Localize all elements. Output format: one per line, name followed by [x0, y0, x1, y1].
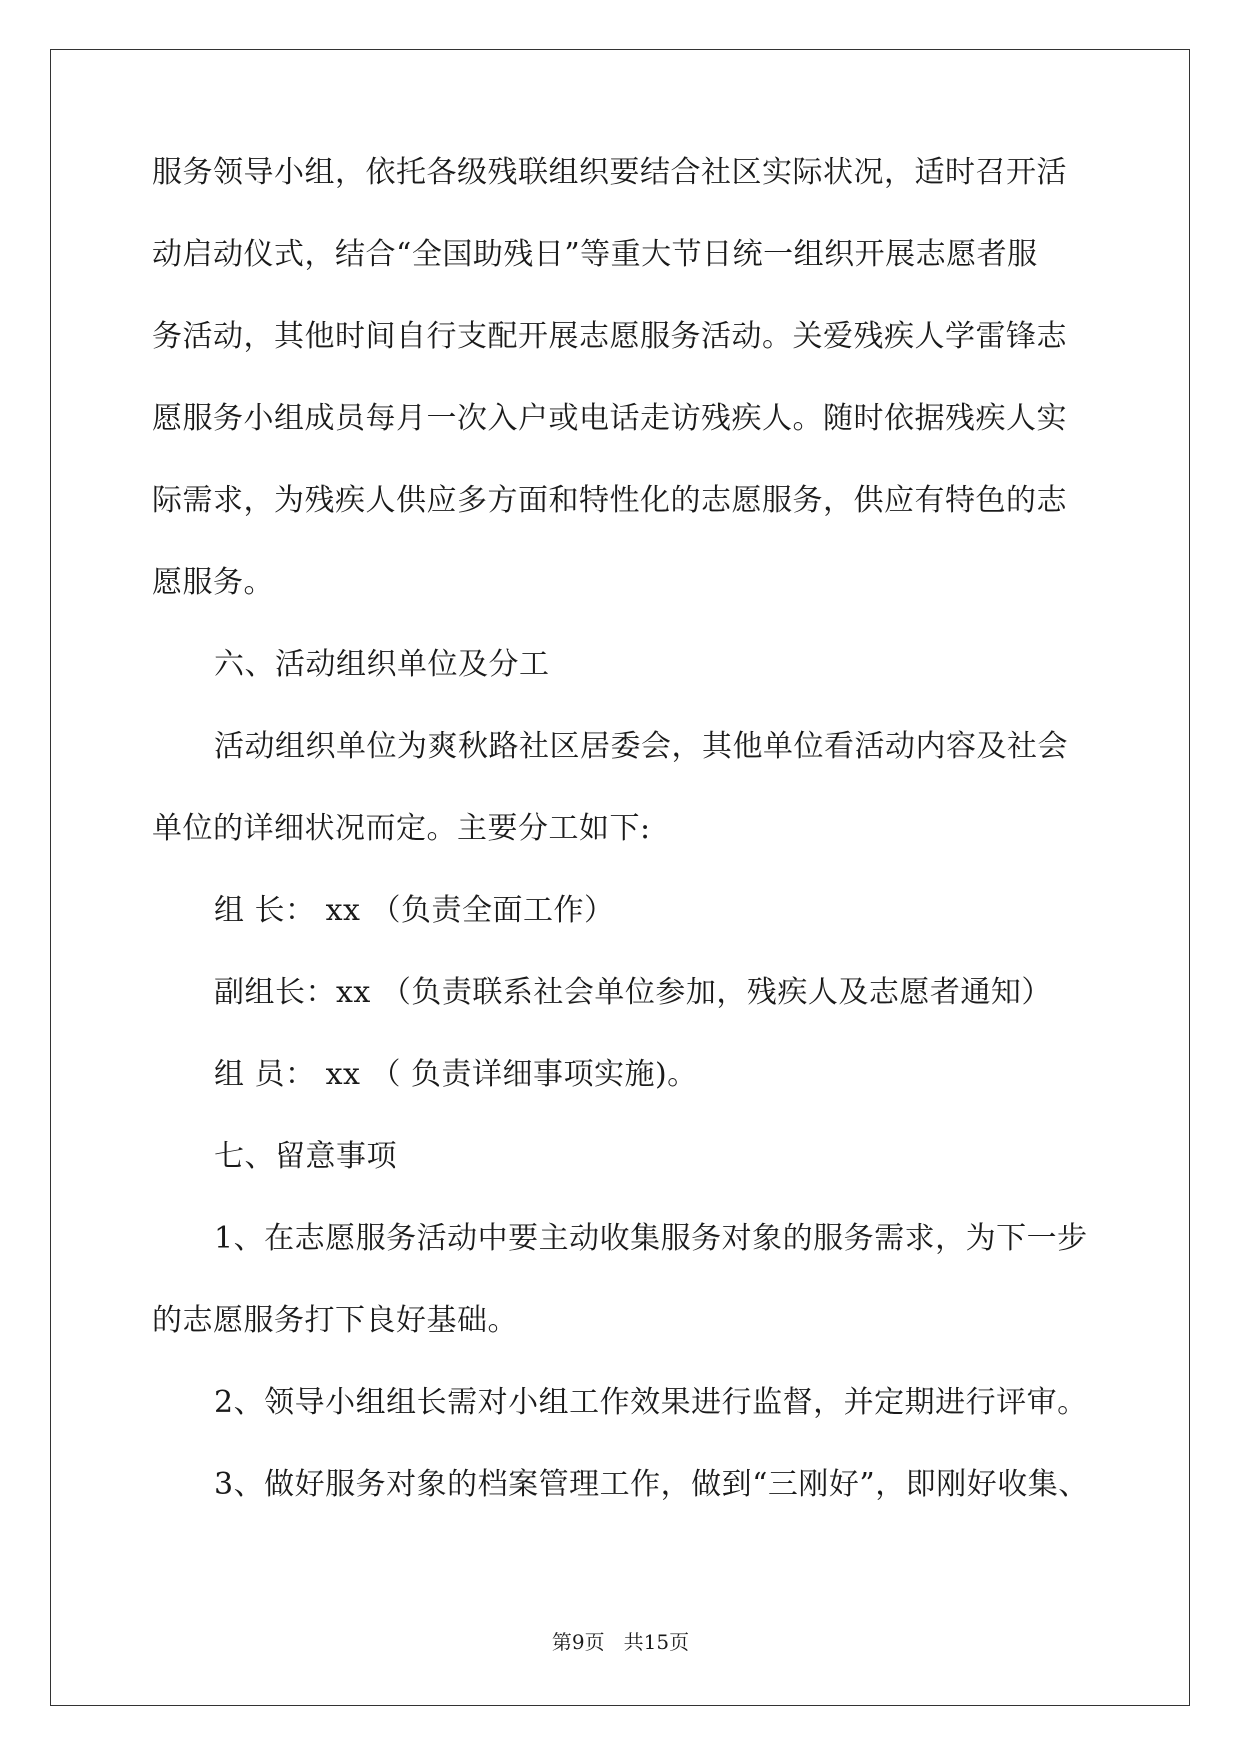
role-line: 副组长：xx （负责联系社会单位参加，残疾人及志愿者通知） [214, 975, 1052, 1010]
paragraph-line: 活动组织单位为爽秋路社区居委会，其他单位看活动内容及社会 [214, 729, 1068, 764]
paragraph-line: 服务领导小组，依托各级残联组织要结合社区实际状况，适时召开活 [152, 155, 1067, 190]
paragraph-line: 际需求，为残疾人供应多方面和特性化的志愿服务，供应有特色的志 [152, 483, 1067, 518]
paragraph-line: 的志愿服务打下良好基础。 [152, 1303, 518, 1338]
list-item: 3、做好服务对象的档案管理工作，做到“三刚好”，即刚好收集、 [214, 1467, 1089, 1502]
page-number: 第9页 共15页 [551, 1630, 690, 1654]
list-item: 2、领导小组组长需对小组工作效果进行监督，并定期进行评审。 [214, 1385, 1088, 1420]
paragraph-line: 动启动仪式，结合“全国助残日”等重大节日统一组织开展志愿者服 [152, 237, 1038, 272]
paragraph-line: 愿服务小组成员每月一次入户或电话走访残疾人。随时依据残疾人实 [152, 401, 1067, 436]
section-heading: 七、留意事项 [214, 1139, 397, 1174]
list-item: 1、在志愿服务活动中要主动收集服务对象的服务需求，为下一步 [214, 1221, 1088, 1256]
paragraph-line: 单位的详细状况而定。主要分工如下: [152, 811, 651, 846]
role-line: 组 长： xx （负责全面工作） [214, 893, 615, 928]
paragraph-line: 愿服务。 [152, 565, 274, 600]
section-heading: 六、活动组织单位及分工 [214, 647, 550, 682]
paragraph-line: 务活动，其他时间自行支配开展志愿服务活动。关爱残疾人学雷锋志 [152, 319, 1067, 354]
role-line: 组 员： xx （ 负责详细事项实施)。 [214, 1057, 698, 1092]
document-body [152, 155, 1092, 1552]
